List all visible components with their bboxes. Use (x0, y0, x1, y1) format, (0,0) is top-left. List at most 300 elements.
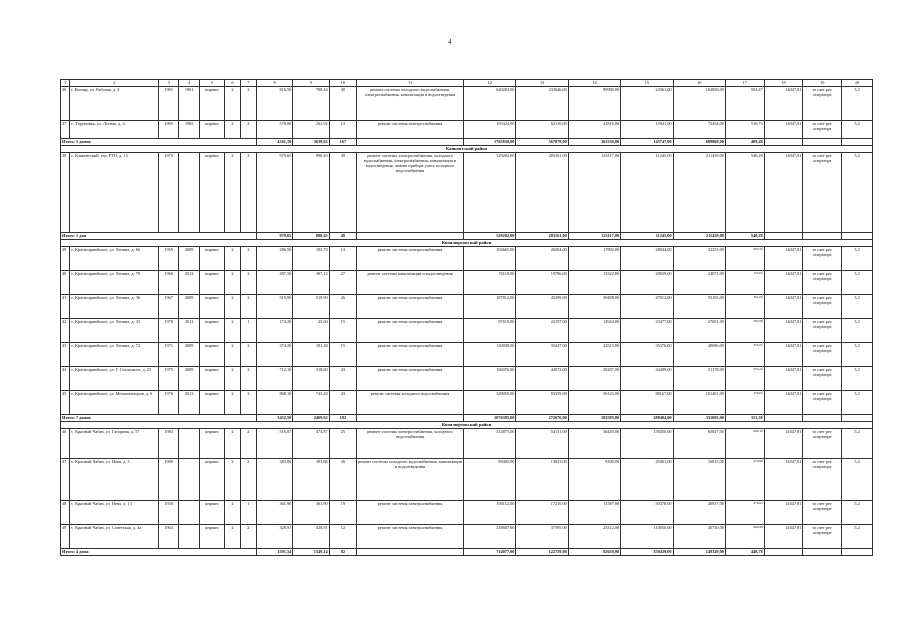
wall-material: кирпич (199, 319, 224, 343)
completion-year: 5,2 (842, 247, 873, 271)
row-number: 41 (61, 295, 70, 319)
total-area: 286,50 (256, 247, 292, 271)
cost-fund: 13823,00 (516, 459, 568, 501)
cost-local: 24361,00 (621, 87, 673, 121)
funding-source: за счет рег. оператора (803, 271, 842, 295)
completion-year: 5,2 (842, 295, 873, 319)
wall-material: кирпич (199, 525, 224, 549)
renovation-year: 1965 (179, 121, 199, 139)
total-cost: 218687,00 (464, 525, 516, 549)
page-number: 4 (448, 38, 452, 46)
residents: 43 (329, 367, 356, 391)
build-year: 1961 (158, 87, 178, 121)
floors: 2 (224, 459, 240, 501)
column-number: 15 (621, 80, 673, 87)
cost-owners: 65847,00 (673, 429, 725, 459)
max-unit-cost: 14047,81 (764, 525, 803, 549)
floors: 2 (224, 343, 240, 367)
completion-year: 5,2 (842, 319, 873, 343)
cost-local: 28044,00 (621, 247, 673, 271)
total-area: 712,10 (256, 367, 292, 391)
total-a2: 3639,62 (293, 139, 329, 146)
cost-budget: 25312,00 (568, 525, 620, 549)
total-area: 979,65 (256, 153, 292, 233)
funding-source: за счет рег. оператора (803, 391, 842, 415)
funding-source: за счет рег. оператора (803, 367, 842, 391)
address: с. Красный Чабан, ул. Нева, д. 13 (70, 501, 159, 525)
entrances: 2 (240, 271, 256, 295)
total-empty (764, 139, 803, 146)
cost-local: 35376,00 (621, 343, 673, 367)
cost-local: 50378,00 (621, 501, 673, 525)
table-row (61, 391, 873, 415)
entrances: 2 (240, 343, 256, 367)
total-ppl: 49 (329, 233, 356, 240)
row-number: 45 (61, 391, 70, 415)
total-c13: 272676,00 (516, 415, 568, 422)
total-cost: 87619,00 (464, 319, 516, 343)
table-row (61, 271, 873, 295)
address: с. Красноармейское, ул. Ленина, д. 72 (70, 343, 159, 367)
wall-material: кирпич (199, 343, 224, 367)
cost-owners: 24071,00 (673, 271, 725, 295)
cost-local: 20929,00 (621, 271, 673, 295)
living-area: 361,90 (293, 501, 329, 525)
column-number: 8 (256, 80, 292, 87)
total-c16: 211459,00 (673, 233, 725, 240)
table-row (61, 343, 873, 367)
table-row (61, 121, 873, 139)
total-c13: 283161,00 (516, 233, 568, 240)
cost-fund: 26504,00 (516, 247, 568, 271)
max-unit-cost: 14047,81 (764, 501, 803, 525)
total-empty (357, 139, 464, 146)
entrances: 3 (240, 153, 256, 233)
living-area: 25,60 (293, 319, 329, 343)
floors: 2 (224, 271, 240, 295)
column-number: 6 (224, 80, 240, 87)
total-empty (842, 233, 873, 240)
living-area: 890,45 (293, 153, 329, 233)
entrances: 1 (240, 319, 256, 343)
renovation-year: 2011 (179, 319, 199, 343)
total-row (61, 415, 873, 422)
cost-owners: 32255,00 (673, 247, 725, 271)
build-year: 1975 (158, 367, 178, 391)
living-area: 181,20 (293, 343, 329, 367)
cost-owners: 162856,00 (673, 87, 725, 121)
address: с. Красноармейское, ул. Механизаторов, д. 6 (70, 391, 159, 415)
work-type: ремонт системы электроснабжения (357, 525, 464, 549)
floors: 2 (224, 295, 240, 319)
living-area: 318,60 (293, 367, 329, 391)
cost-budget: 14944,00 (568, 319, 620, 343)
cost-owners: 75454,00 (673, 121, 725, 139)
total-empty (357, 549, 464, 556)
address: с. Тарумовка, ул. Лесная, д. 4 (70, 121, 159, 139)
unit-cost: 609,19 (725, 429, 764, 459)
total-c13: 122759,00 (516, 549, 568, 556)
floors: 2 (224, 525, 240, 549)
address: с. Красноармейское, ул. Ленина, д. 66 (70, 247, 159, 271)
column-number: 11 (357, 80, 464, 87)
max-unit-cost: 14047,81 (764, 247, 803, 271)
table-row (61, 429, 873, 459)
total-cost: 104665,00 (464, 247, 516, 271)
row-number: 39 (61, 247, 70, 271)
total-empty (842, 415, 873, 422)
column-number: 10 (329, 80, 356, 87)
wall-material: кирпич (199, 153, 224, 233)
unit-cost: 355,65 (725, 343, 764, 367)
table-row (61, 501, 873, 525)
funding-source: за счет рег. оператора (803, 343, 842, 367)
total-area: 174,20 (256, 319, 292, 343)
renovation-year: 2013 (179, 391, 199, 415)
row-number: 44 (61, 367, 70, 391)
total-label: Итого: 1 дом (61, 233, 257, 240)
floors: 2 (224, 501, 240, 525)
completion-year: 5,2 (842, 343, 873, 367)
unit-cost: 276,63 (725, 501, 764, 525)
funding-source: за счет рег. оператора (803, 501, 842, 525)
build-year: 1976 (158, 391, 178, 415)
row-number: 42 (61, 319, 70, 343)
total-empty (842, 549, 873, 556)
completion-year: 5,2 (842, 525, 873, 549)
residents: 26 (329, 295, 356, 319)
renovation-year (179, 459, 199, 501)
residents: 12 (329, 525, 356, 549)
row-number: 36 (61, 87, 70, 121)
floors: 2 (224, 121, 240, 139)
total-row (61, 233, 873, 240)
renovation-year (179, 525, 199, 549)
table-row (61, 153, 873, 233)
unit-cost: 540,28 (725, 153, 764, 233)
total-cost: 100112,00 (464, 501, 516, 525)
funding-source: за счет рег. оператора (803, 459, 842, 501)
district-heading-row (61, 240, 873, 247)
floors: 2 (224, 153, 240, 233)
wall-material: кирпич (199, 429, 224, 459)
unit-cost: 502,47 (725, 87, 764, 121)
total-cost: 165324,00 (464, 121, 516, 139)
table-row (61, 295, 873, 319)
funding-source: за счет рег. оператора (803, 295, 842, 319)
total-area: 374,20 (256, 343, 292, 367)
cost-fund: 62110,00 (516, 121, 568, 139)
address: с. Красноармейское, ул. Ленина, д. 36 (70, 295, 159, 319)
max-unit-cost: 14047,81 (764, 391, 803, 415)
entrances: 1 (240, 501, 256, 525)
address: г. Кизляр, ул. Рабочая, д. 3 (70, 87, 159, 121)
total-empty (842, 139, 873, 146)
total-label: Итого: 7 домов (61, 415, 257, 422)
living-area: 383,86 (293, 459, 329, 501)
build-year: 1965 (158, 121, 178, 139)
address: с. Красноармейское, ул. Ленина, д. 33 (70, 319, 159, 343)
floors: 2 (224, 429, 240, 459)
total-a2: 890,45 (293, 233, 329, 240)
wall-material: кирпич (199, 121, 224, 139)
completion-year: 5,2 (842, 87, 873, 121)
cost-local: 15941,00 (621, 121, 673, 139)
completion-year: 5,2 (842, 501, 873, 525)
renovation-year: 2009 (179, 343, 199, 367)
total-area: 868,10 (256, 391, 292, 415)
unit-cost: 379,05 (725, 391, 764, 415)
living-area: 743,20 (293, 391, 329, 415)
unit-cost: 502,98 (725, 319, 764, 343)
total-empty (803, 233, 842, 240)
total-c14: 123117,00 (568, 233, 620, 240)
completion-year: 5,2 (842, 367, 873, 391)
cost-local: 88167,00 (621, 391, 673, 415)
total-c12: 1765830,00 (464, 139, 516, 146)
column-number: 19 (803, 80, 842, 87)
total-c17: 409,48 (725, 139, 764, 146)
column-number: 13 (516, 80, 568, 87)
total-ppl: 182 (329, 415, 356, 422)
total-empty (357, 415, 464, 422)
total-c15: 288404,00 (621, 415, 673, 422)
cost-budget: 30498,00 (568, 295, 620, 319)
renovation-year: 2009 (179, 367, 199, 391)
work-type: ремонт системы электроснабжения (357, 343, 464, 367)
work-type: ремонт системы холодного водоснабжения, канализации и водоотведения (357, 459, 464, 501)
total-a1: 3432,50 (256, 415, 292, 422)
max-unit-cost: 14047,81 (764, 271, 803, 295)
total-a2: 2469,62 (293, 415, 329, 422)
entrances: 2 (240, 367, 256, 391)
row-number: 37 (61, 121, 70, 139)
cost-fund: 22197,00 (516, 319, 568, 343)
row-number: 47 (61, 459, 70, 501)
renovation-year (179, 429, 199, 459)
total-area: 383,86 (256, 459, 292, 501)
living-area: 474,87 (293, 429, 329, 459)
residents: 25 (329, 429, 356, 459)
cost-budget: 17892,00 (568, 247, 620, 271)
unit-cost: 664,88 (725, 525, 764, 549)
build-year: 1963 (158, 525, 178, 549)
residents: 15 (329, 343, 356, 367)
total-c14: 82650,00 (568, 549, 620, 556)
cost-local: 11345,00 (621, 153, 673, 233)
column-number: 3 (158, 80, 178, 87)
total-cost: 130038,00 (464, 343, 516, 367)
build-year: 1989 (158, 459, 178, 501)
total-a2: 1549,14 (293, 549, 329, 556)
renovation-year (179, 501, 199, 525)
funding-source: за счет рег. оператора (803, 429, 842, 459)
build-year: 1959 (158, 247, 178, 271)
residents: 26 (329, 459, 356, 501)
column-number: 16 (673, 80, 725, 87)
entrances: 2 (240, 295, 256, 319)
floors: 2 (224, 247, 240, 271)
cost-local: 44499,00 (621, 367, 673, 391)
work-type: ремонт системы канализации и водоотведения (357, 271, 464, 295)
cost-budget: 123117,00 (568, 153, 620, 233)
residents: 27 (329, 271, 356, 295)
district-heading: Каякентский район (61, 146, 873, 153)
wall-material: кирпич (199, 391, 224, 415)
row-number: 40 (61, 271, 70, 295)
living-area: 788,44 (293, 87, 329, 121)
total-row (61, 139, 873, 146)
entrances: 2 (240, 247, 256, 271)
cost-owners: 211459,00 (673, 153, 725, 233)
build-year: 1966 (158, 271, 178, 295)
funding-source: за счет рег. оператора (803, 525, 842, 549)
total-label: Итого: 5 домов (61, 139, 257, 146)
work-type: ремонт системы электроснабжения (357, 247, 464, 271)
total-c15: 145747,00 (621, 139, 673, 146)
table-row (61, 525, 873, 549)
total-cost: 329050,00 (464, 391, 516, 415)
cost-fund: 19786,00 (516, 271, 568, 295)
wall-material: кирпич (199, 271, 224, 295)
total-area: 816,50 (256, 87, 292, 121)
cost-owners: 55103,00 (673, 295, 725, 319)
build-year: 1930 (158, 501, 178, 525)
wall-material: кирпич (199, 501, 224, 525)
column-number: 17 (725, 80, 764, 87)
cost-fund: 283161,00 (516, 153, 568, 233)
wall-material: кирпич (199, 459, 224, 501)
total-c12: 1076385,00 (464, 415, 516, 422)
row-number: 46 (61, 429, 70, 459)
renovation-year: 2012 (179, 271, 199, 295)
wall-material: кирпич (199, 87, 224, 121)
total-ppl: 167 (329, 139, 356, 146)
living-area: 519,90 (293, 295, 329, 319)
cost-owners: 16815,00 (673, 459, 725, 501)
cost-local: 158450,00 (621, 429, 673, 459)
row-number: 43 (61, 343, 70, 367)
funding-source: за счет рег. оператора (803, 87, 842, 121)
total-area: 578,00 (256, 121, 292, 139)
address: с. Красноармейское, ул. Г. Стальского, д. 25 (70, 367, 159, 391)
wall-material: кирпич (199, 367, 224, 391)
district-heading: Кизилюртовский район (61, 422, 873, 429)
funding-source: за счет рег. оператора (803, 121, 842, 139)
completion-year: 5,2 (842, 391, 873, 415)
funding-source: за счет рег. оператора (803, 153, 842, 233)
column-number: 20 (842, 80, 873, 87)
column-number: 12 (464, 80, 516, 87)
living-area: 183,70 (293, 247, 329, 271)
unit-cost: 361,06 (725, 295, 764, 319)
completion-year: 5,2 (842, 271, 873, 295)
living-area: 328,91 (293, 525, 329, 549)
row-number: 48 (61, 501, 70, 525)
completion-year: 5,2 (842, 459, 873, 501)
work-type: ремонт системы электроснабжения, холодного водоснабжения, электроснабжения, канализации и водоотведения, замена прибора учета холодного водоснабжения (357, 153, 464, 233)
build-year: 1971 (158, 343, 178, 367)
entrances: 2 (240, 459, 256, 501)
cost-fund: 45299,00 (516, 295, 568, 319)
table-row (61, 319, 873, 343)
cost-budget: 11587,00 (568, 501, 620, 525)
total-empty (357, 233, 464, 240)
total-empty (764, 415, 803, 422)
total-row (61, 549, 873, 556)
total-empty (803, 549, 842, 556)
total-cost: 166076,00 (464, 367, 516, 391)
residents: 13 (329, 247, 356, 271)
work-type: ремонт системы электроснабжения (357, 501, 464, 525)
cost-local: 110050,00 (621, 525, 673, 549)
unit-cost: 233,22 (725, 367, 764, 391)
total-c15: 11345,00 (621, 233, 673, 240)
total-area: 328,91 (256, 525, 292, 549)
total-empty (803, 139, 842, 146)
cost-owners: 101401,00 (673, 391, 725, 415)
living-area: 262,92 (293, 121, 329, 139)
cost-budget: 22513,00 (568, 343, 620, 367)
column-number: 2 (70, 80, 159, 87)
total-area: 516,87 (256, 429, 292, 459)
row-number: 49 (61, 525, 70, 549)
residents: 49 (329, 153, 356, 233)
total-area: 361,90 (256, 501, 292, 525)
max-unit-cost: 14047,81 (764, 367, 803, 391)
total-cost: 314875,00 (464, 429, 516, 459)
cost-budget: 13322,00 (568, 271, 620, 295)
total-empty (764, 233, 803, 240)
renovation-year: 1961 (179, 87, 199, 121)
floors: 2 (224, 367, 240, 391)
cost-fund: 54131,00 (516, 429, 568, 459)
cost-fund: 37595,00 (516, 525, 568, 549)
table-row (61, 87, 873, 121)
total-cost: 620283,00 (464, 87, 516, 121)
build-year: 1979 (158, 153, 178, 233)
wall-material: кирпич (199, 295, 224, 319)
column-number: 1 (61, 80, 70, 87)
address: с. Красноармейское, ул. Ленина, д. 70 (70, 271, 159, 295)
build-year: 1983 (158, 429, 178, 459)
work-type: ремонт системы электроснабжения (357, 319, 464, 343)
residents: 40 (329, 87, 356, 121)
total-empty (803, 415, 842, 422)
entrances: 3 (240, 391, 256, 415)
district-heading: Кизилюртовский район (61, 240, 873, 247)
cost-owners: 45730,00 (673, 525, 725, 549)
total-cost: 187812,00 (464, 295, 516, 319)
row-number: 38 (61, 153, 70, 233)
total-c17: 448,78 (725, 549, 764, 556)
total-c12: 714077,00 (464, 549, 516, 556)
total-a1: 1591,54 (256, 549, 292, 556)
total-a1: 979,65 (256, 233, 292, 240)
total-c12: 529282,00 (464, 233, 516, 240)
cost-fund: 17210,00 (516, 501, 568, 525)
address: с. Красный Чабан, ул. Советская, д. 4а (70, 525, 159, 549)
total-cost: 76110,00 (464, 271, 516, 295)
entrances: 2 (240, 121, 256, 139)
unit-cost: 516,73 (725, 121, 764, 139)
total-c14: 362336,00 (568, 139, 620, 146)
total-ppl: 82 (329, 549, 356, 556)
unit-cost: 153,05 (725, 271, 764, 295)
cost-local: 23477,00 (621, 319, 673, 343)
column-number: 18 (764, 80, 803, 87)
register-table (60, 79, 873, 556)
